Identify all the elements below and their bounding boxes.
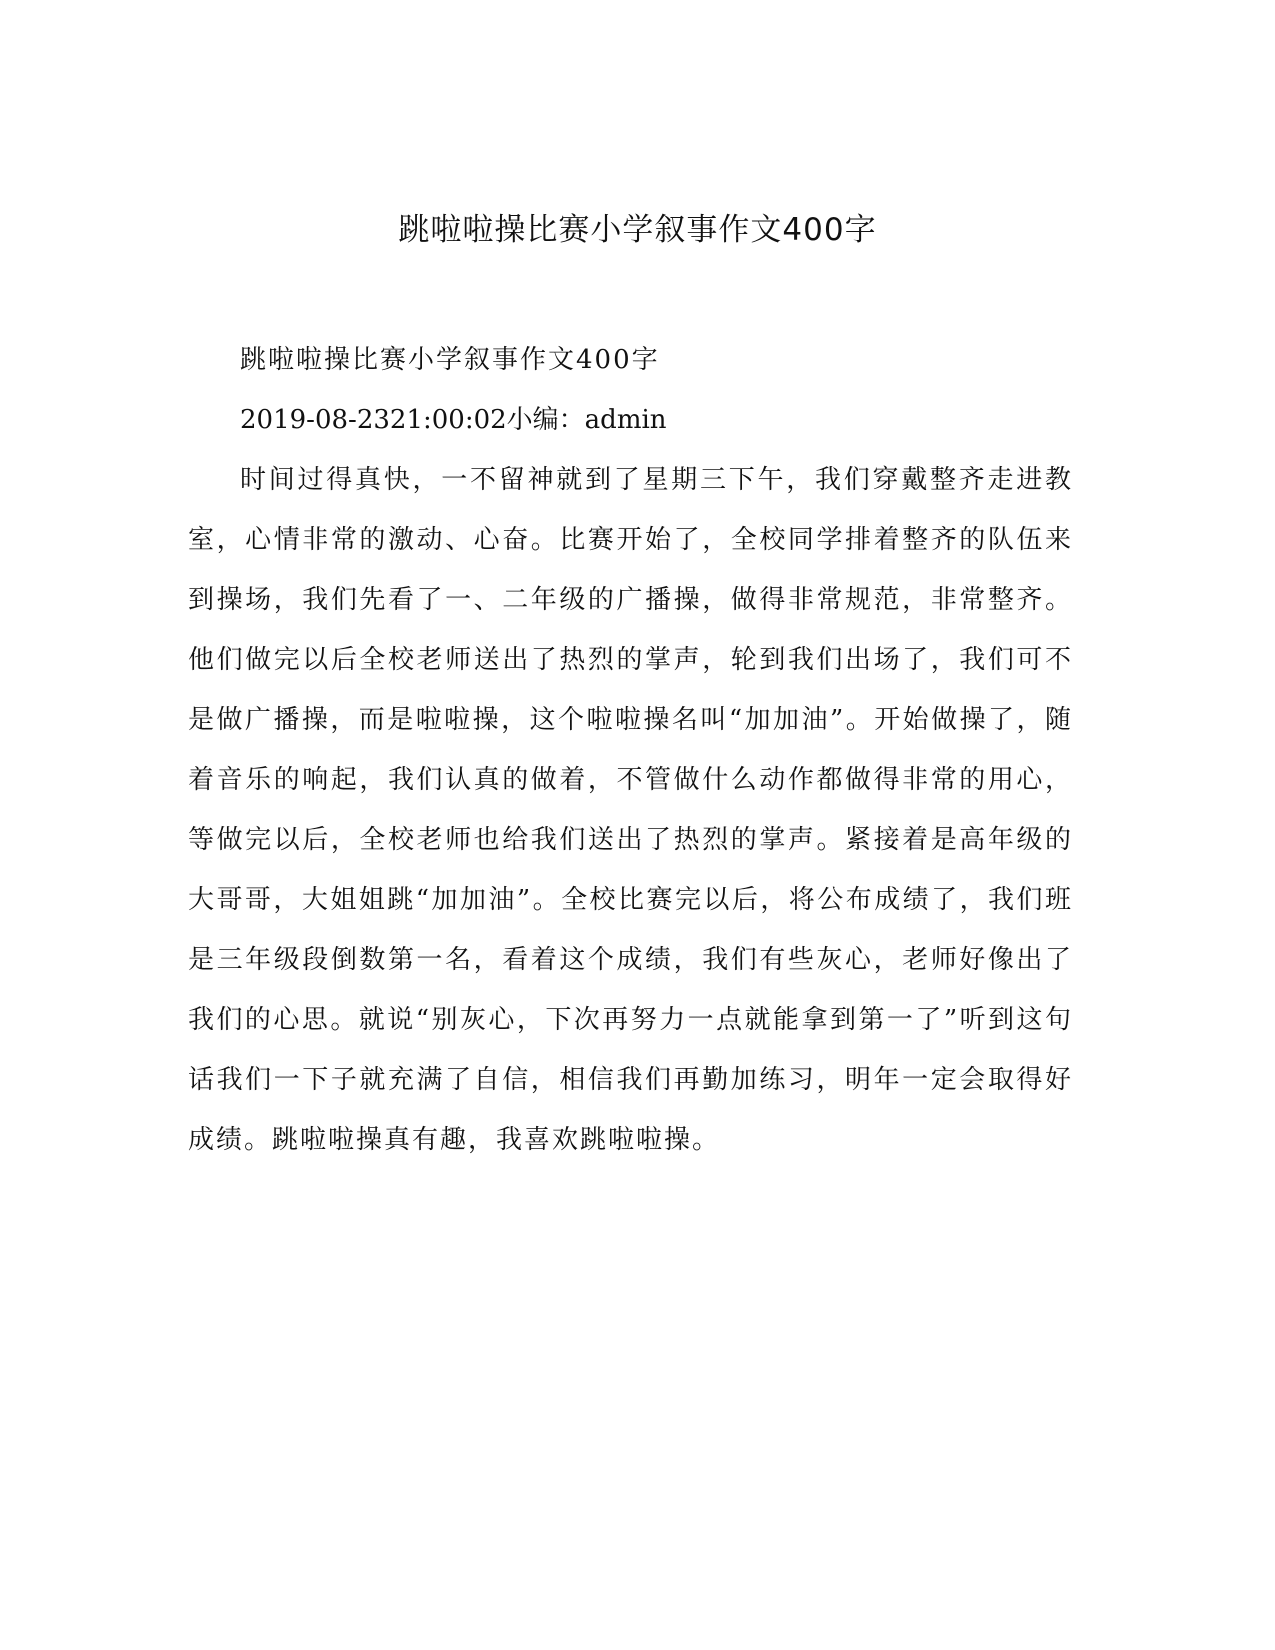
essay-paragraph: 时间过得真快，一不留神就到了星期三下午，我们穿戴整齐走进教室，心情非常的激动、心奋。比赛开始了，全校同学排着整齐的队伍来到操场，我们先看了一、二年级的广播操，做得非常规范，非常整齐。他们做完以后全校老师送出了热烈的掌声，轮到我们出场了，我们可不是做广播操，而是啦啦操，这个啦啦操名叫“加加油”。开始做操了，随着音乐的响起，我们认真的做着，不管做什么动作都做得非常的用心，等做完以后，全校老师也给我们送出了热烈的掌声。紧接着是高年级的大哥哥，大姐姐跳“加加油”。全校比赛完以后，将公布成绩了，我们班是三年级段倒数第一名，看着这个成绩，我们有些灰心，老师好像出了我们的心思。就说“别灰心，下次再努力一点就能拿到第一了”听到这句话我们一下子就充满了自信，相信我们再勤加练习，明年一定会取得好成绩。跳啦啦操真有趣，我喜欢跳啦啦操。 <box>188 465 1073 1155</box>
document-subtitle: 跳啦啦操比赛小学叙事作文400字 <box>240 345 660 375</box>
document-meta: 2019-08-2321:00:02小编：admin <box>240 405 667 435</box>
document-title: 跳啦啦操比赛小学叙事作文400字 <box>398 212 877 248</box>
document-body <box>188 330 1073 1170</box>
